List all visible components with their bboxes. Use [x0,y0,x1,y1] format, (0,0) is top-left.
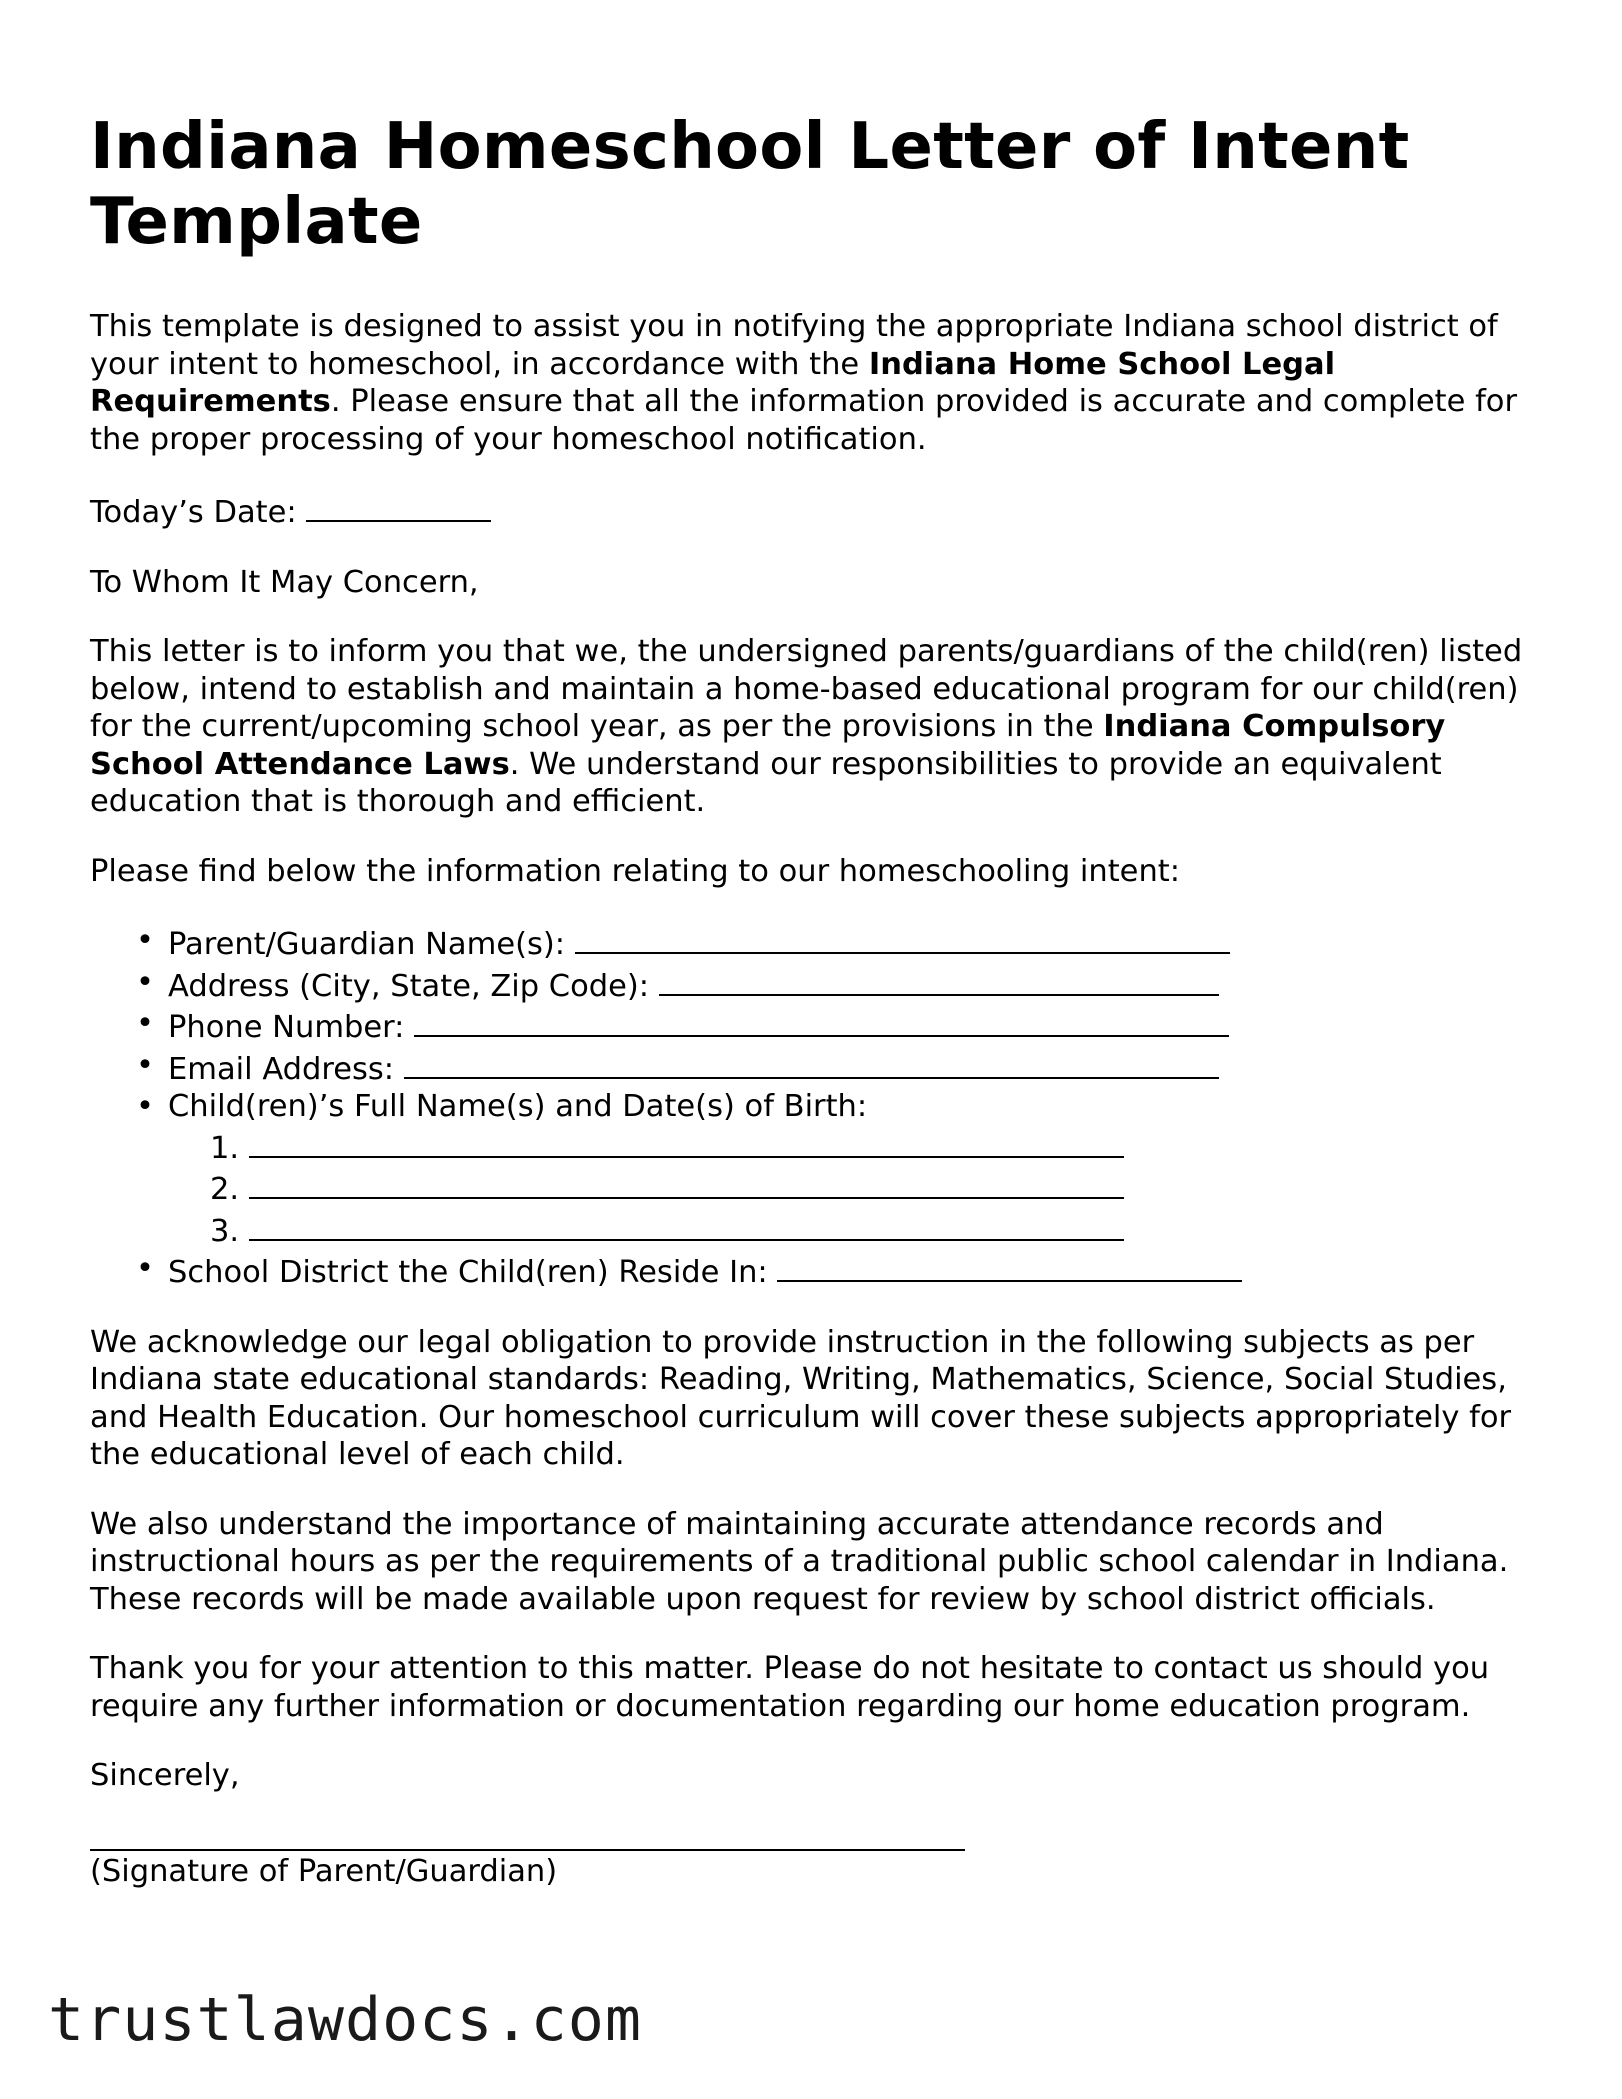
list-item-address [168,964,1540,1006]
signature-caption: (Signature of Parent/Guardian) [90,1853,558,1889]
district-blank[interactable] [777,1250,1242,1282]
body-paragraph-1 [90,633,1540,821]
body1-bold: Indiana Compulsory School Attendance Laws [90,709,1446,782]
date-line [90,490,1540,532]
list-item-phone [168,1005,1540,1047]
address-blank[interactable] [659,964,1219,996]
email-blank[interactable] [404,1047,1219,1079]
intro-text-2: . Please ensure that all the information provided is accurate and complete for the proper processing of your homeschool notification. [90,384,1518,457]
child-3-blank[interactable] [249,1209,1124,1241]
watermark: trustlawdocs.com [48,1985,642,2055]
body-paragraph-4: Thank you for your attention to this matter. Please do not hesitate to contact us should you require any further information or documentation regarding our home education program. [90,1651,1490,1724]
child-2-blank[interactable] [249,1167,1124,1199]
date-blank[interactable] [306,490,491,522]
parent-label: Parent/Guardian Name(s): [168,927,575,962]
intro-paragraph [90,308,1540,458]
address-label: Address (City, State, Zip Code): [168,968,659,1004]
intro-text-1: This template is designed to assist you in notifying the appropriate Indiana school district of your intent to homeschool, in accordance with the [90,309,1498,382]
closing: Sincerely, [90,1758,240,1793]
info-intro: Please find below the information relating to our homeschooling intent: [90,853,1181,889]
children-list [168,1126,1540,1251]
child-entry [210,1126,1540,1168]
letter-page [90,110,1540,1890]
body-paragraph-2: We acknowledge our legal obligation to provide instruction in the following subjects as per Indiana state educational standards: Reading, Writing, Mathematics, Science, Social Studies, and Health Education. Our homeschool curriculum will cover these subjects appropriately for the educational level of each child. [90,1324,1512,1472]
list-item-children [168,1088,1540,1250]
list-item-district [168,1250,1540,1292]
child-entry [210,1209,1540,1251]
info-list [90,922,1540,1292]
page-title: Indiana Homeschool Letter of Intent Template [90,110,1410,259]
phone-label: Phone Number: [168,1010,415,1045]
child-number: 2. [210,1172,249,1207]
email-label: Email Address: [168,1051,404,1087]
salutation: To Whom It May Concern, [90,564,479,600]
intro-bold: Indiana Home School Legal Requirements [90,346,1336,419]
child-number: 3. [210,1213,249,1249]
body-paragraph-3: We also understand the importance of maintaining accurate attendance records and instructional hours as per the requirements of a traditional public school calendar in Indiana. These records will be made available upon request for review by school district officials. [90,1506,1509,1617]
list-item-parent [168,922,1540,964]
body1-text-2: . We understand our responsibilities to provide an equivalent education that is thorough and efficient. [90,746,1442,819]
date-label: Today’s Date: [90,495,307,530]
phone-blank[interactable] [414,1005,1229,1037]
child-1-blank[interactable] [249,1126,1124,1158]
body1-text-1: This letter is to inform you that we, the undersigned parents/guardians of the child(ren) listed below, intend to establish and maintain a home-based educational program for our child(ren) for the current/upcoming school year, as per the provisions in the [90,634,1523,744]
children-label: Child(ren)’s Full Name(s) and Date(s) of Birth: [168,1089,868,1124]
district-label: School District the Child(ren) Reside In: [168,1255,778,1290]
child-number: 1. [210,1130,249,1166]
parent-name-blank[interactable] [575,922,1230,954]
signature-line[interactable] [90,1805,965,1851]
child-entry [210,1167,1540,1209]
list-item-email [168,1047,1540,1089]
